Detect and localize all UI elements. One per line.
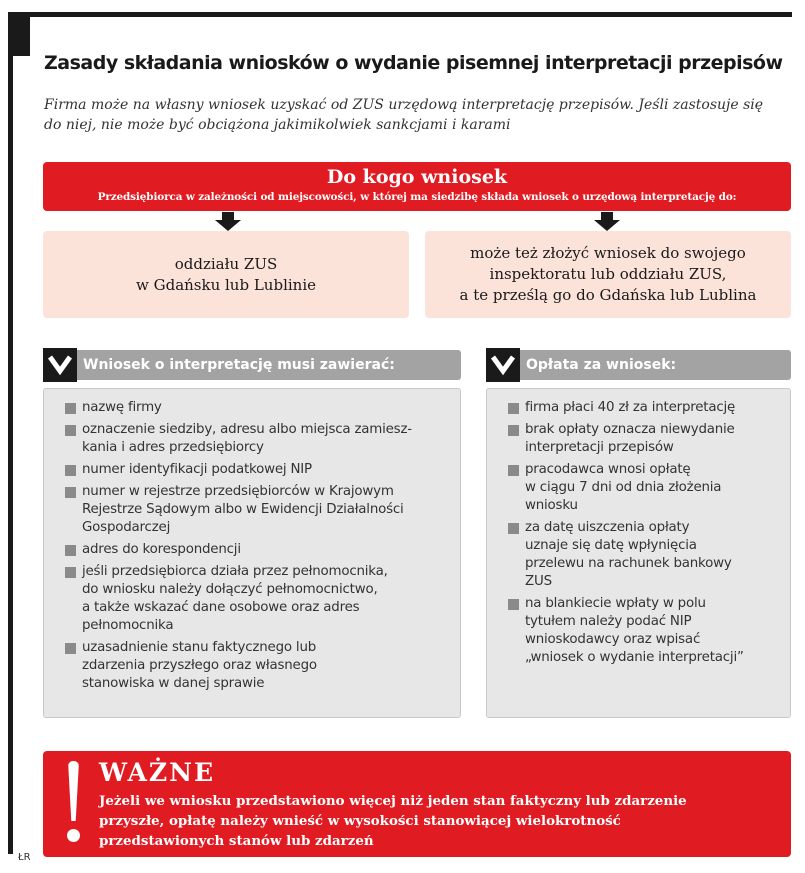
important-text [99,791,779,851]
fee-heading: Opłata za wniosek: [526,357,677,373]
requirements-heading: Wniosek o interpretację musi zawierać: [83,357,395,373]
arrow-down-icon [594,212,620,232]
checkmark-icon [43,348,77,382]
fee-header [486,350,791,380]
list-item: brak opłaty oznacza niewydanie interpretacji przepisów [525,421,784,457]
author-credit: ŁR [18,852,31,863]
requirements-box [43,388,461,718]
list-item: za datę uiszczenia opłaty uznaje się datę wpłynięcia przelewu na rachunek bankowy ZUS [525,519,784,591]
list-item: uzasadnienie stanu faktycznego lub zdarzenia przyszłego oraz własnego stanowiska w danej sprawie [82,639,452,693]
square-bullet-icon [65,567,76,578]
square-bullet-icon [508,425,519,436]
square-bullet-icon [508,599,519,610]
intro-line: do niej, nie może być obciążona jakimikolwiek sankcjami i karami [44,117,511,133]
page-title: Zasady składania wniosków o wydanie pisemnej interpretacji przepisów [44,52,783,74]
destination-line: a te prześlą go do Gdańska lub Lublina [459,286,757,304]
destination-line: w Gdańsku lub Lublinie [136,275,316,294]
list-item: jeśli przedsiębiorca działa przez pełnomocnika, do wniosku należy dołączyć pełnomocnictwo, a także wskazać dane osobowe oraz adres pełnomocnika [82,563,452,635]
list-item: na blankiecie wpłaty w polu tytułem należy podać NIP wnioskodawcy oraz wpisać „wniosek o wydanie interpretacji” [525,595,784,667]
square-bullet-icon [508,465,519,476]
arrow-down-icon [215,212,241,232]
frame-left-rule [8,12,13,854]
fee-list [525,399,784,667]
intro-line: Firma może na własny wniosek uzyskać od ZUS urzędową interpretację przepisów. Jeśli zastosuje się [44,97,764,113]
destination-local-office [425,231,791,318]
square-bullet-icon [508,403,519,414]
list-item: firma płaci 40 zł za interpretację [525,399,784,417]
list-item: oznaczenie siedziby, adresu albo miejsca zamiesz- kania i adres przedsiębiorcy [82,421,452,457]
square-bullet-icon [65,403,76,414]
requirements-header [43,350,461,380]
square-bullet-icon [65,465,76,476]
square-bullet-icon [65,545,76,556]
exclamation-icon [59,755,87,851]
square-bullet-icon [65,643,76,654]
important-line: przedstawionych stanów lub zdarzeń [99,833,374,849]
frame-top-rule [8,12,792,17]
destination-line: może też złożyć wniosek do swojego [470,244,746,262]
frame-corner-block [8,12,30,56]
important-line: Jeżeli we wniosku przedstawiono więcej niż jeden stan faktyczny lub zdarzenie [99,793,687,809]
list-item: numer w rejestrze przedsiębiorców w Krajowym Rejestrze Sądowym albo w Ewidencji Działalności Gospodarczej [82,483,452,537]
important-line: przyszłe, opłatę należy wnieść w wysokości stanowiącej wielokrotność [99,813,621,829]
list-item: pracodawca wnosi opłatę w ciągu 7 dni od dnia złożenia wniosku [525,461,784,515]
square-bullet-icon [65,487,76,498]
destination-zus-branch [43,231,409,318]
destination-line: oddziału ZUS [174,254,278,273]
recipient-banner [43,162,791,211]
banner-subheading: Przedsiębiorca w zależności od miejscowości, w której ma siedzibę składa wniosek o urzędową interpretację do: [97,191,737,203]
requirements-list [82,399,452,693]
square-bullet-icon [508,523,519,534]
list-item: nazwę firmy [82,399,452,417]
important-title: WAŻNE [99,758,216,787]
fee-box [486,388,791,718]
banner-heading: Do kogo wniosek [326,166,508,188]
list-item: adres do korespondencji [82,541,452,559]
intro-text [44,95,784,135]
important-notice [43,751,791,857]
checkmark-icon [486,348,520,382]
square-bullet-icon [65,425,76,436]
list-item: numer identyfikacji podatkowej NIP [82,461,452,479]
destination-line: inspektoratu lub oddziału ZUS, [489,265,727,283]
